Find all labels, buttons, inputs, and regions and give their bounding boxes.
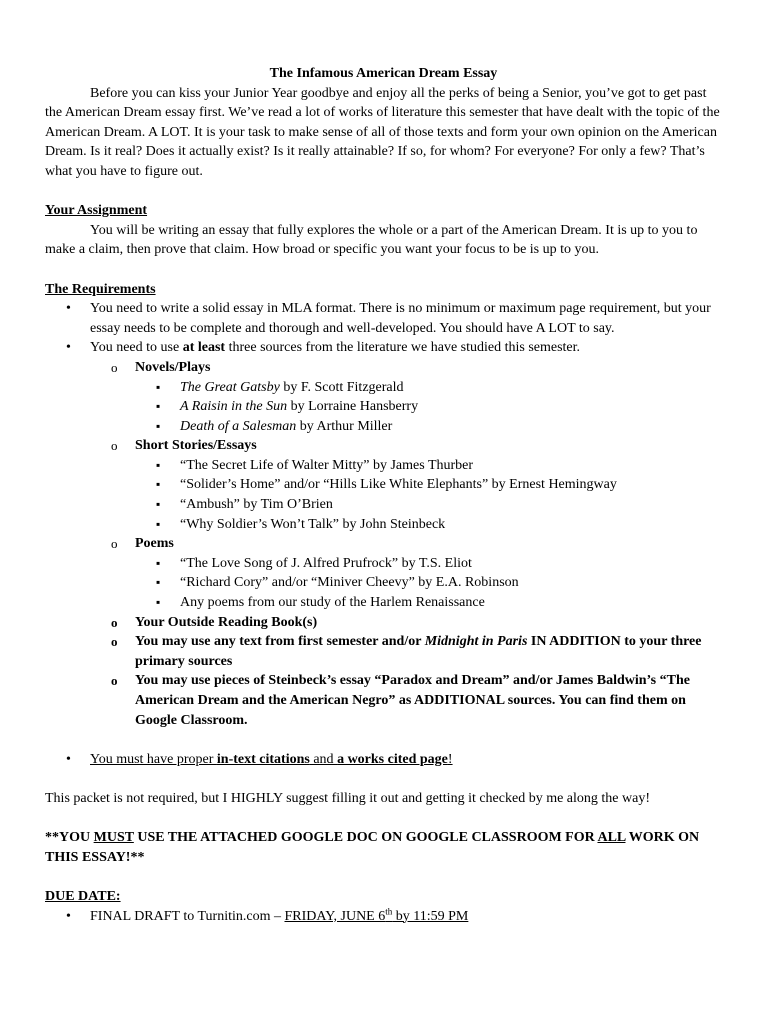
list-item: ▪ Any poems from our study of the Harlem Renaissance xyxy=(45,593,722,613)
category-outside-reading: o Your Outside Reading Book(s) xyxy=(45,613,722,633)
requirements-heading: The Requirements xyxy=(45,281,156,297)
source-categories xyxy=(90,358,722,730)
list-item: ▪ “The Secret Life of Walter Mitty” by James Thurber xyxy=(45,456,722,476)
document-title: The Infamous American Dream Essay xyxy=(269,66,498,81)
intro-paragraph: Before you can kiss your Junior Year goodbye and enjoy all the perks of being a Senior, you’ve got to get past the American Dream essay first. We’ve read a lot of works of literature this semester that have dealt with the topic of the American Dream. A LOT. It is your task to make sense of all of those texts and form your own opinion on the American Dream. Is it real? Does it actually exist? Is it really attainable? If so, for whom? For everyone? For only a few? That’s what you have to figure out. xyxy=(45,85,720,179)
list-item: ▪ “Ambush” by Tim O’Brien xyxy=(45,495,722,515)
google-doc-warning: **YOU MUST USE THE ATTACHED GOOGLE DOC ON GOOGLE CLASSROOM FOR ALL WORK ON THIS ESSAY!** xyxy=(45,830,700,865)
category-novels: o Novels/Plays ▪ The Great Gatsby by F. Scott Fitzgerald ▪ A Raisin in the Sun by Lorraine Hansberry ▪ Death of a Salesman by Arthur Miller xyxy=(45,358,722,436)
category-first-semester: o You may use any text from first semester and/or Midnight in Paris IN ADDITION to your three primary sources xyxy=(45,632,722,671)
list-item: ▪ “Richard Cory” and/or “Miniver Cheevy” by E.A. Robinson xyxy=(45,573,722,593)
requirement-citations: • You must have proper in-text citations and a works cited page! xyxy=(45,750,722,770)
list-item: ▪ The Great Gatsby by F. Scott Fitzgerald xyxy=(45,378,722,398)
category-additional-sources: o You may use pieces of Steinbeck’s essay “Paradox and Dream” and/or James Baldwin’s “The American Dream and the American Negro” as ADDITIONAL sources. You can find them on Google Classroom. xyxy=(45,671,722,730)
category-stories: o Short Stories/Essays ▪ “The Secret Life of Walter Mitty” by James Thurber ▪ “Solider’s Home” and/or “Hills Like White Elephants” by Ernest Hemingway ▪ “Ambush” by Tim O’Brien ▪ “Why Soldier’s Won’t Talk” by John Steinbeck xyxy=(45,436,722,534)
list-item: ▪ “The Love Song of J. Alfred Prufrock” by T.S. Eliot xyxy=(45,554,722,574)
requirement-sources: • You need to use at least three sources from the literature we have studied this semester. o Novels/Plays ▪ The Great Gatsby by F. Scott Fitzgerald ▪ A Raisin in the Sun by Lorraine Hansberry ▪ Death of a Salesman by Arthur Miller o Short Stories/Essays ▪ “The Secret Life of Walter Mitty” by James Thurber ▪ “Solider’s Home” and/or “Hills Like White Elephants” by Ernest Hemingway ▪ “Ambush” by Tim O’Brien ▪ “Why Soldier’s Won’t Talk” by John Steinbeck o Poems ▪ “The Love Song of J. Alfred Prufrock” by T.S. Eliot ▪ “Richard Cory” and/or “Miniver Cheevy” by E.A. Robinson ▪ Any poems from our study of the Harlem Renaissance o Your Outside Reading Book(s) o You may use any text from first semester and/or Midnight in Paris IN ADDITION to your three primary sources o You may use pieces of Steinbeck’s essay “Paradox and Dream” and/or James Baldwin’s “The American Dream and the American Negro” as ADDITIONAL sources. You can find them on Google Classroom. xyxy=(45,338,722,730)
due-date-heading: DUE DATE: xyxy=(45,888,121,904)
list-item: ▪ “Why Soldier’s Won’t Talk” by John Steinbeck xyxy=(45,515,722,535)
packet-note: This packet is not required, but I HIGHLY suggest filling it out and getting it checked by me along the way! xyxy=(45,790,650,806)
list-item: ▪ Death of a Salesman by Arthur Miller xyxy=(45,417,722,437)
assignment-paragraph: You will be writing an essay that fully explores the whole or a part of the American Dream. It is up to you to make a claim, then prove that claim. How broad or specific you want your focus to be is up to you. xyxy=(45,222,698,258)
due-date-item: • FINAL DRAFT to Turnitin.com – FRIDAY, JUNE 6th by 11:59 PM xyxy=(45,907,722,927)
assignment-heading: Your Assignment xyxy=(45,203,148,219)
requirements-list xyxy=(45,299,722,730)
category-poems: o Poems ▪ “The Love Song of J. Alfred Prufrock” by T.S. Eliot ▪ “Richard Cory” and/or “Miniver Cheevy” by E.A. Robinson ▪ Any poems from our study of the Harlem Renaissance xyxy=(45,534,722,612)
list-item: ▪ “Solider’s Home” and/or “Hills Like White Elephants” by Ernest Hemingway xyxy=(45,475,722,495)
list-item: ▪ A Raisin in the Sun by Lorraine Hansberry xyxy=(45,397,722,417)
requirement-mla: • You need to write a solid essay in MLA format. There is no minimum or maximum page requirement, but your essay needs to be complete and thorough and well-developed. You should have A LOT to say. xyxy=(45,299,722,338)
